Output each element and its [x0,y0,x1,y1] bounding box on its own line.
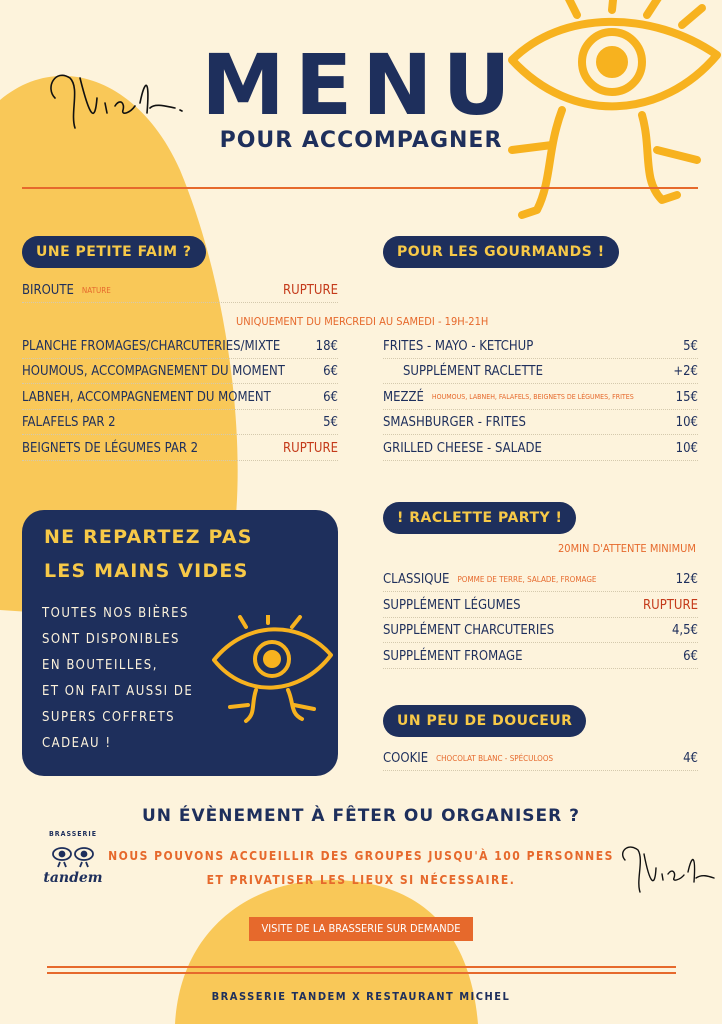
promo-line-6: CADEAU ! [42,736,112,751]
logo-eyes-icon [38,842,108,868]
section-title-gourmands: POUR LES GOURMANDS ! [383,236,619,268]
section-title-raclette: ! RACLETTE PARTY ! [383,502,576,534]
menu-item-grilled-cheese: GRILLED CHEESE - SALADE 10€ [383,436,698,461]
page-subtitle: POUR ACCOMPAGNER [219,128,503,153]
menu-item-supplement-fromage: SUPPLÉMENT FROMAGE 6€ [383,644,698,669]
promo-box [22,510,338,776]
menu-item-planche: PLANCHE FROMAGES/CHARCUTERIES/MIXTE 18€ [22,334,338,359]
section-title-douceur: UN PEU DE DOUCEUR [383,705,586,737]
menu-item-supplement-legumes: SUPPLÉMENT LÉGUMES RUPTURE [383,593,698,618]
menu-item-beignets: BEIGNETS DE LÉGUMES PAR 2 RUPTURE [22,436,338,461]
visit-banner: VISITE DE LA BRASSERIE SUR DEMANDE [249,917,473,941]
promo-line-5: SUPERS COFFRETS [42,710,176,725]
raclette-wait-note: 20MIN D'ATTENTE MINIMUM [558,542,696,555]
logo-top-text: BRASSERIE [48,830,98,838]
promo-line-1: TOUTES NOS BIÈRES [42,606,189,621]
menu-item-biroute: BIROUTE NATURE RUPTURE [22,278,338,303]
promo-line-3: EN BOUTEILLES, [42,658,158,673]
brasserie-tandem-logo [38,830,108,894]
menu-item-falafels: FALAFELS PAR 2 5€ [22,410,338,435]
menu-item-houmous: HOUMOUS, ACCOMPAGNEMENT DU MOMENT 6€ [22,359,338,384]
menu-item-frites: FRITES - MAYO - KETCHUP 5€ [383,334,698,359]
schedule-note: UNIQUEMENT DU MERCREDI AU SAMEDI - 19H-21H [236,315,489,328]
promo-line-4: ET ON FAIT AUSSI DE [42,684,194,699]
footer-divider-bottom [47,972,676,974]
menu-item-classique: CLASSIQUE POMME DE TERRE, SALADE, FROMAGE 12€ [383,567,698,592]
footer-divider-top [47,966,676,968]
section-title-petite-faim: UNE PETITE FAIM ? [22,236,206,268]
logo-bottom-text: tandem [43,870,103,886]
event-title: UN ÉVÈNEMENT À FÊTER OU ORGANISER ? [141,806,581,826]
footer-text: BRASSERIE TANDEM X RESTAURANT MICHEL [211,990,511,1003]
page-title: MENU [201,36,521,134]
menu-item-labneh: LABNEH, ACCOMPAGNEMENT DU MOMENT 6€ [22,385,338,410]
header-divider [22,187,698,189]
event-line-2: ET PRIVATISER LES LIEUX SI NÉCESSAIRE. [206,873,516,887]
eye-illustration-small [206,615,336,725]
menu-item-smashburger: SMASHBURGER - FRITES 10€ [383,410,698,435]
event-line-1: NOUS POUVONS ACCUEILLIR DES GROUPES JUSQU'À 100 PERSONNES [108,849,614,863]
menu-item-mezze: MEZZÉ HOUMOUS, LABNEH, FALAFELS, BEIGNETS DE LÉGUMES, FRITES 15€ [383,385,698,410]
menu-item-supplement-charcuteries: SUPPLÉMENT CHARCUTERIES 4,5€ [383,618,698,643]
promo-line-2: SONT DISPONIBLES [42,632,180,647]
promo-title-line1: NE REPARTEZ PAS [44,526,253,548]
promo-title-line2: LES MAINS VIDES [44,560,249,582]
menu-item-cookie: COOKIE CHOCOLAT BLANC - SPÉCULOOS 4€ [383,746,698,771]
menu-item-supplement-raclette: SUPPLÉMENT RACLETTE +2€ [383,359,698,384]
signature-bottom [610,840,720,900]
